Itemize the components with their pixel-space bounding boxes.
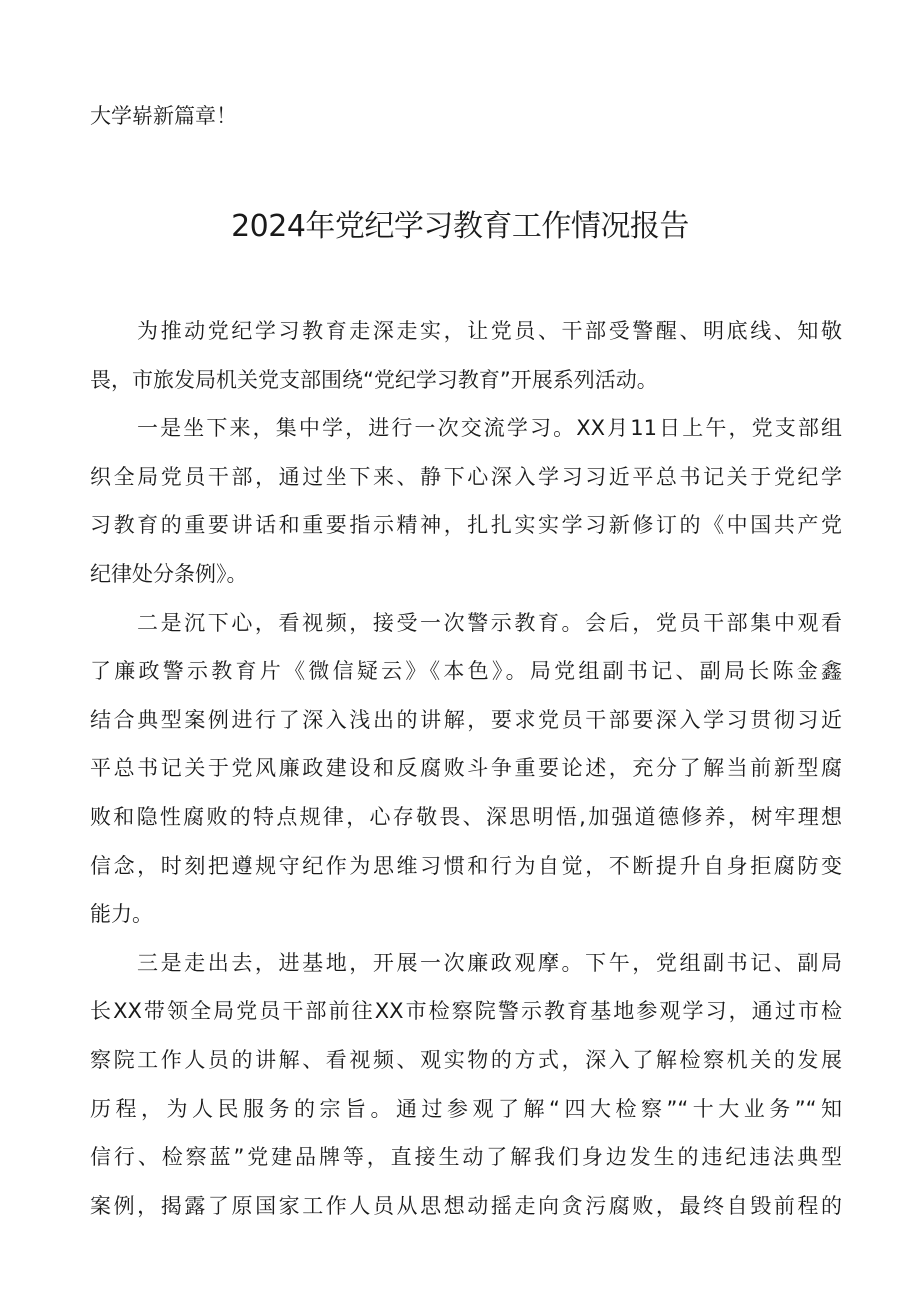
paragraph-line: 二是沉下心，看视频，接受一次警示教育。会后，党员干部集中观看 (137, 610, 842, 635)
paragraph-line: 信行、检察蓝”党建品牌等，直接生动了解我们身边发生的违纪违法典型 (90, 1145, 842, 1170)
report-body (90, 307, 842, 1230)
paragraph-line: 察院工作人员的讲解、看视频、观实物的方式，深入了解检察机关的发展 (90, 1047, 842, 1072)
paragraph-line: 长XX带领全局党员干部前往XX市检察院警示教育基地参观学习，通过市检 (90, 999, 842, 1024)
paragraph-line: 为推动党纪学习教育走深走实，让党员、干部受警醒、明底线、知敬 (137, 319, 842, 343)
paragraph-line: 三是走出去，进基地，开展一次廉政观摩。下午，党组副书记、副局 (137, 950, 842, 975)
paragraph-line: 畏，市旅发局机关党支部围绕“党纪学习教育”开展系列活动。 (90, 367, 658, 392)
paragraph-line: 一是坐下来，集中学，进行一次交流学习。XX月11日上午，党支部组 (137, 416, 842, 441)
paragraph-line: 信念，时刻把遵规守纪作为思维习惯和行为自觉，不断提升自身拒腐防变 (90, 853, 842, 878)
paragraph-site-visit (90, 939, 842, 1231)
report-title: 2024年党纪学习教育工作情况报告 (231, 209, 689, 244)
paragraph-line: 纪律处分条例》。 (90, 561, 248, 586)
paragraph-line: 习教育的重要讲话和重要指示精神，扎扎实实学习新修订的《中国共产党 (90, 513, 842, 538)
paragraph-line: 案例，揭露了原国家工作人员从思想动摇走向贪污腐败，最终自毁前程的 (90, 1193, 842, 1218)
paragraph-line: 织全局党员干部，通过坐下来、静下心深入学习习近平总书记关于党纪学 (90, 464, 842, 489)
paragraph-line: 败和隐性腐败的特点规律，心存敬畏、深思明悟,加强道德修养，树牢理想 (90, 804, 842, 829)
paragraph-line: 平总书记关于党风廉政建设和反腐败斗争重要论述，充分了解当前新型腐 (90, 756, 842, 781)
paragraph-line: 结合典型案例进行了深入浅出的讲解，要求党员干部要深入学习贯彻习近 (90, 707, 842, 732)
paragraph-study (90, 404, 842, 598)
paragraph-warning-education (90, 599, 842, 939)
continuation-line: 大学崭新篇章！ (90, 104, 237, 128)
paragraph-line: 了廉政警示教育片《微信疑云》《本色》。局党组副书记、副局长陈金鑫 (90, 659, 842, 684)
paragraph-intro (90, 307, 842, 404)
paragraph-line: 历程，为人民服务的宗旨。通过参观了解“四大检察”“十大业务”“知 (90, 1096, 842, 1121)
paragraph-line: 能力。 (90, 902, 153, 927)
